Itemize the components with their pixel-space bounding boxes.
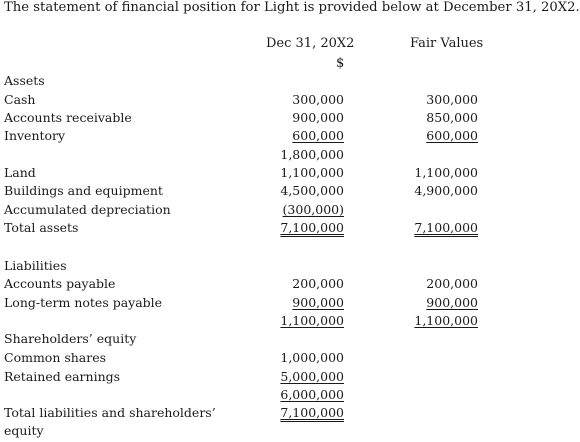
accumulated-depreciation-book-value: (300,000) bbox=[282, 202, 344, 217]
total-liabilities-equity-label-line1: Total liabilities and shareholders’ bbox=[4, 405, 216, 420]
land-label: Land bbox=[4, 165, 36, 180]
liabilities-heading: Liabilities bbox=[4, 258, 67, 273]
total-assets-label: Total assets bbox=[4, 220, 79, 235]
current-assets-subtotal: 1,800,000 bbox=[280, 147, 344, 162]
common-shares-book-value: 1,000,000 bbox=[280, 350, 344, 365]
column-header-currency: $ bbox=[336, 56, 345, 71]
accounts-receivable-book-value: 900,000 bbox=[292, 110, 344, 125]
statement-intro: The statement of financial position for Light is provided below at December 31, 20X2. bbox=[4, 0, 580, 15]
accounts-receivable-label: Accounts receivable bbox=[4, 110, 132, 125]
column-header-fair-values: Fair Values bbox=[410, 36, 484, 51]
total-assets-fair-value: 7,100,000 bbox=[414, 220, 478, 235]
total-liabilities-equity-book-value: 7,100,000 bbox=[280, 405, 344, 420]
buildings-equipment-fair-value: 4,900,000 bbox=[414, 183, 478, 198]
total-equity-book-value: 6,000,000 bbox=[280, 387, 344, 402]
common-shares-label: Common shares bbox=[4, 350, 107, 365]
total-liabilities-fair-value: 1,100,000 bbox=[414, 313, 478, 328]
assets-heading: Assets bbox=[4, 73, 45, 88]
inventory-label: Inventory bbox=[4, 128, 66, 143]
total-liabilities-book-value: 1,100,000 bbox=[280, 313, 344, 328]
total-liabilities-equity-label-line2: equity bbox=[4, 423, 44, 438]
accounts-receivable-fair-value: 850,000 bbox=[426, 110, 478, 125]
retained-earnings-label: Retained earnings bbox=[4, 369, 121, 384]
long-term-notes-payable-book-value: 900,000 bbox=[292, 295, 344, 310]
retained-earnings-book-value: 5,000,000 bbox=[280, 369, 344, 384]
cash-label: Cash bbox=[4, 92, 36, 107]
land-book-value: 1,100,000 bbox=[280, 165, 344, 180]
total-assets-book-value: 7,100,000 bbox=[280, 220, 344, 235]
cash-book-value: 300,000 bbox=[292, 92, 344, 107]
inventory-fair-value: 600,000 bbox=[426, 128, 478, 143]
accounts-payable-fair-value: 200,000 bbox=[426, 276, 478, 291]
accounts-payable-book-value: 200,000 bbox=[292, 276, 344, 291]
cash-fair-value: 300,000 bbox=[426, 92, 478, 107]
land-fair-value: 1,100,000 bbox=[414, 165, 478, 180]
shareholders-equity-heading: Shareholders’ equity bbox=[4, 331, 137, 346]
long-term-notes-payable-fair-value: 900,000 bbox=[426, 295, 478, 310]
column-header-dec-31: Dec 31, 20X2 bbox=[266, 36, 355, 51]
long-term-notes-payable-label: Long-term notes payable bbox=[4, 295, 163, 310]
inventory-book-value: 600,000 bbox=[292, 128, 344, 143]
buildings-equipment-label: Buildings and equipment bbox=[4, 183, 163, 198]
buildings-equipment-book-value: 4,500,000 bbox=[280, 183, 344, 198]
accounts-payable-label: Accounts payable bbox=[4, 276, 116, 291]
accumulated-depreciation-label: Accumulated depreciation bbox=[4, 202, 171, 217]
